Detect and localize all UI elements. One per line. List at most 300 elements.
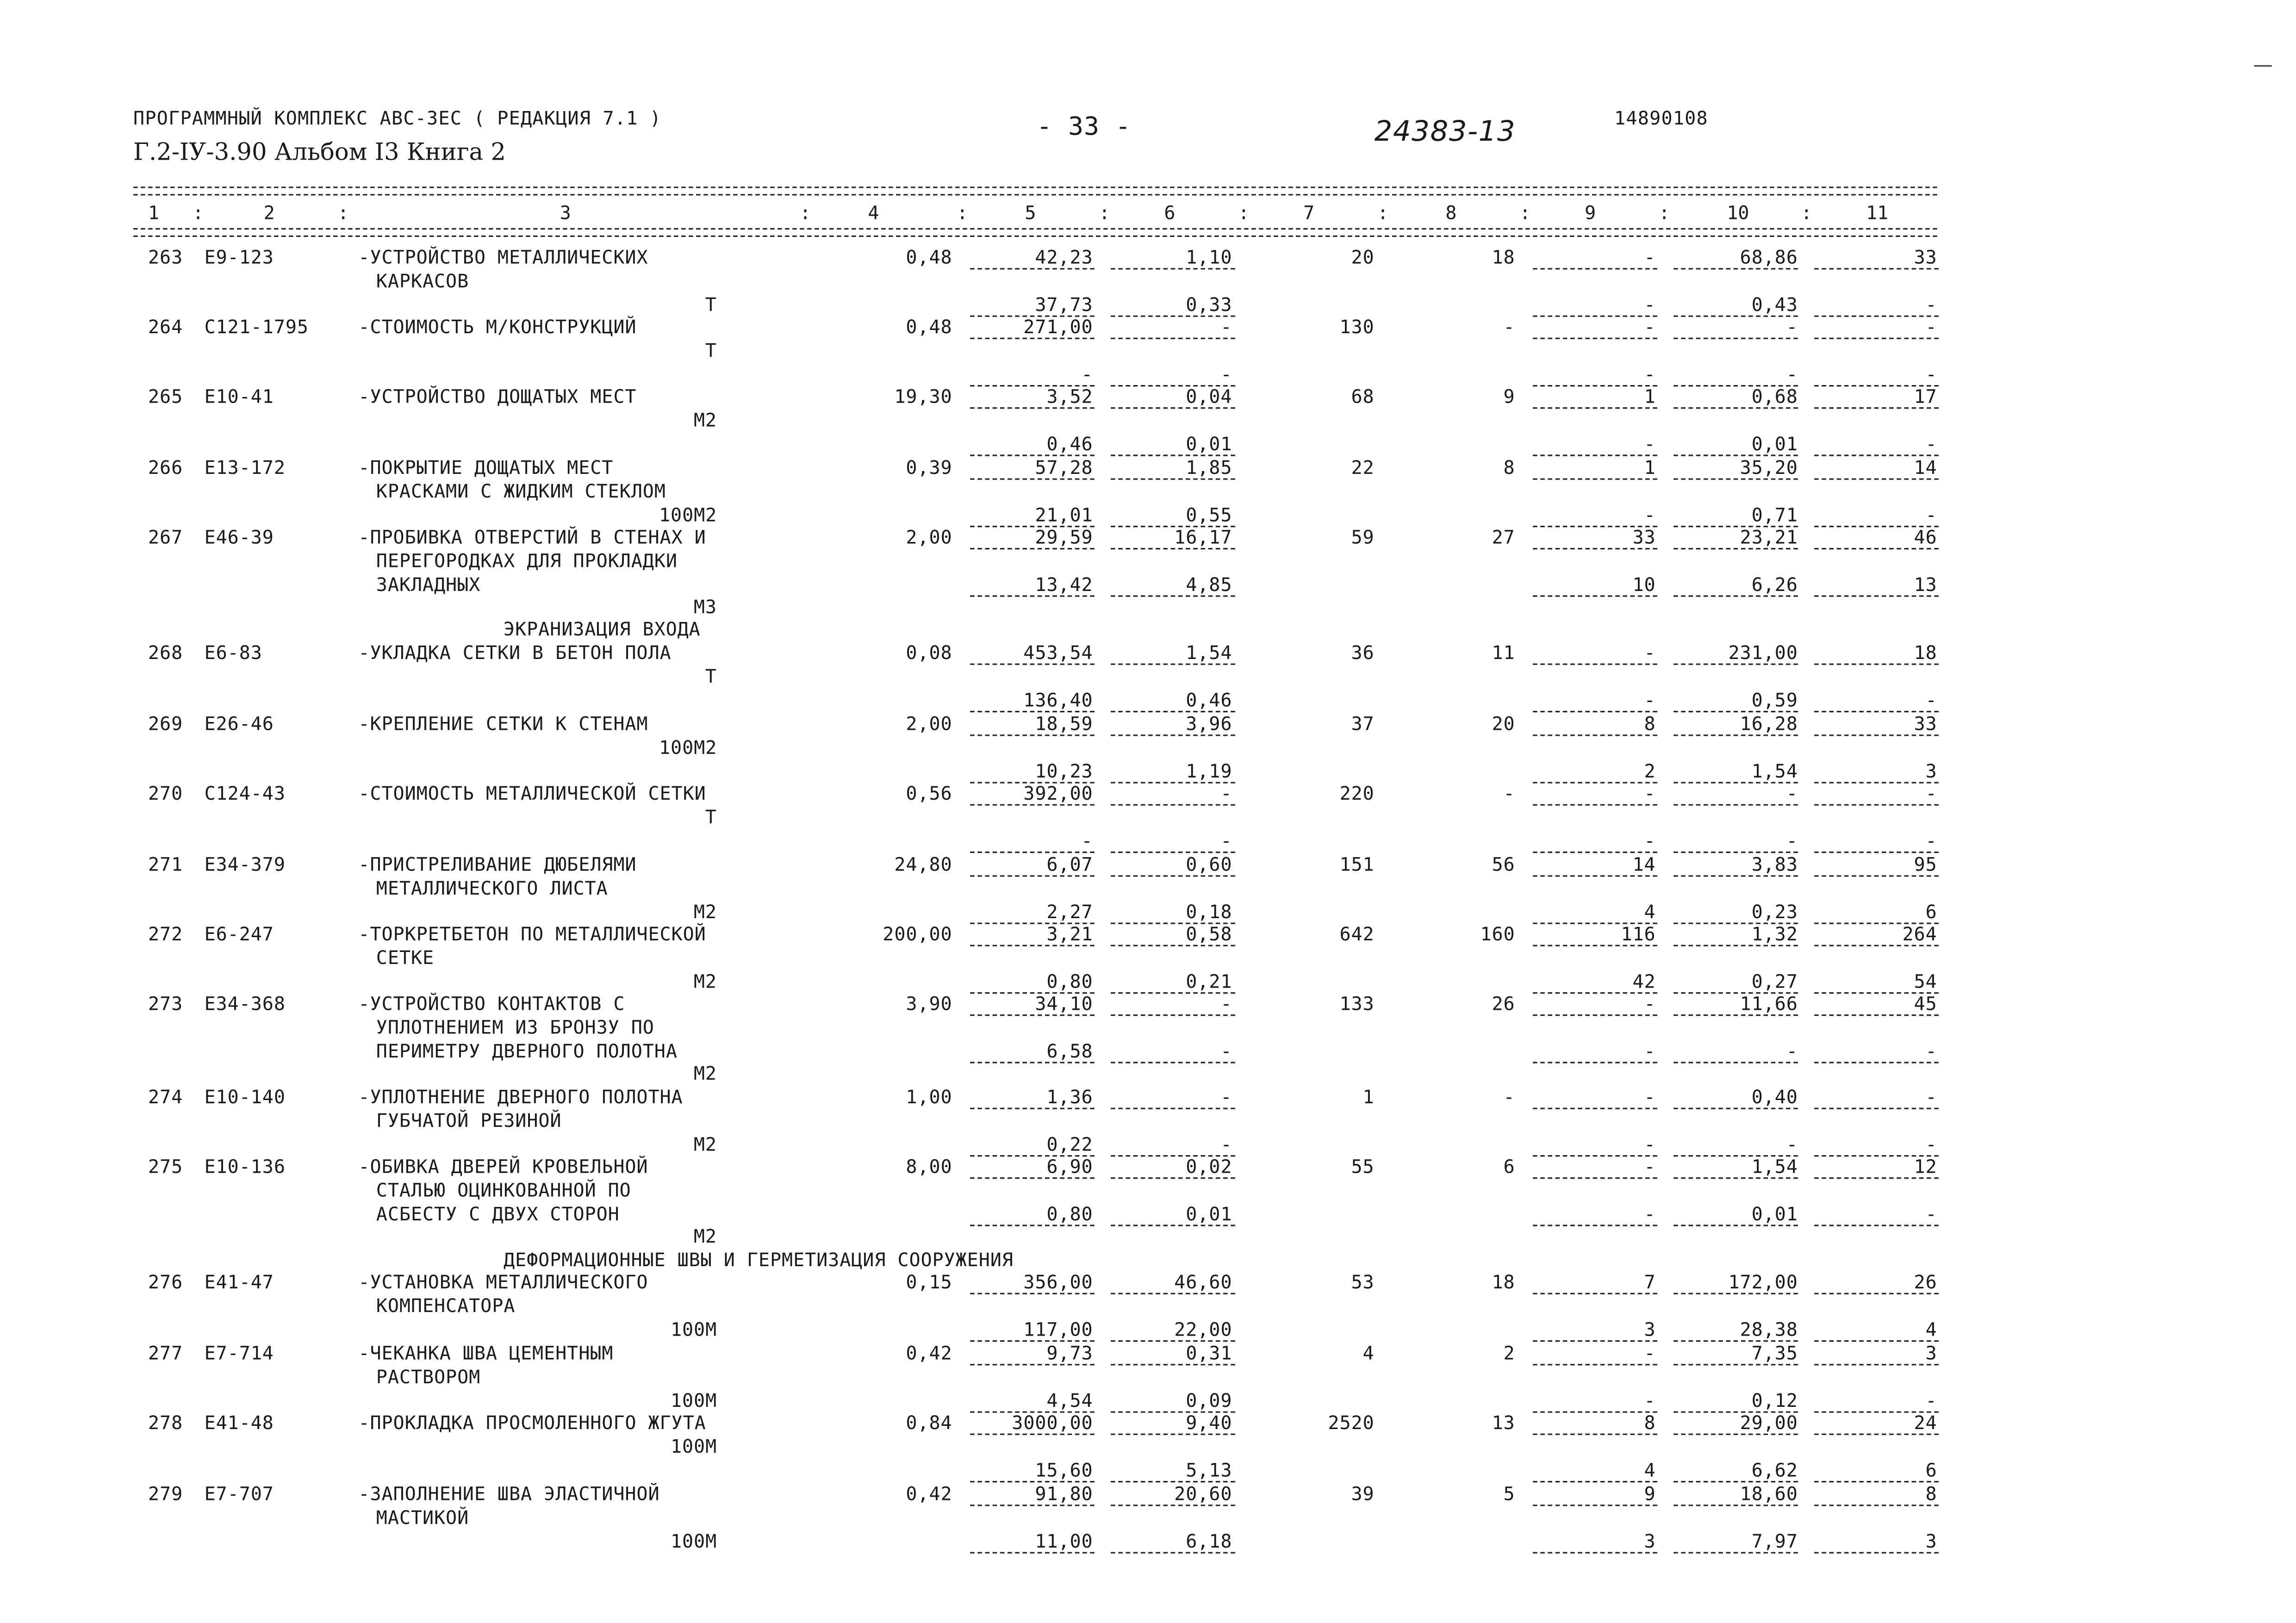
row-number: 275 — [148, 1155, 183, 1177]
cell-rule — [1111, 875, 1235, 877]
cell-c10: 11,66 — [1740, 992, 1798, 1014]
cell-c8: 2 — [1503, 1342, 1515, 1364]
work-description: ПЕРЕГОРОДКАХ ДЛЯ ПРОКЛАДКИ — [376, 549, 678, 572]
cell-c6: 0,04 — [1186, 385, 1232, 407]
section-heading-entrance: ЭКРАНИЗАЦИЯ ВХОДА — [504, 617, 701, 640]
cell-qty: 2,00 — [906, 526, 952, 548]
rate-code: Е41-47 — [204, 1270, 274, 1293]
row-number: 264 — [148, 315, 183, 338]
cell-rule — [1533, 710, 1657, 712]
rate-code: Е6-247 — [204, 922, 274, 945]
cell-c6-secondary: - — [1220, 1039, 1232, 1062]
cell-rule — [1814, 1014, 1939, 1016]
work-description: -УПЛОТНЕНИЕ ДВЕРНОГО ПОЛОТНА — [358, 1085, 683, 1108]
cell-c6: 0,31 — [1186, 1342, 1232, 1364]
cell-c6: - — [1220, 315, 1232, 338]
cell-c9-secondary: 10 — [1632, 572, 1656, 595]
cell-rule — [1674, 804, 1798, 806]
cell-c11: 3 — [1925, 1342, 1937, 1364]
cell-c10-secondary: 0,01 — [1751, 1202, 1798, 1225]
work-description: -УСТРОЙСТВО КОНТАКТОВ С — [358, 992, 625, 1014]
work-description: ПЕРИМЕТРУ ДВЕРНОГО ПОЛОТНА — [376, 1039, 678, 1062]
work-description: УПЛОТНЕНИЕМ ИЗ БРОНЗУ ПО — [376, 1015, 654, 1038]
cell-c6-secondary: 0,55 — [1186, 503, 1232, 525]
cell-rule — [1111, 479, 1235, 480]
rate-code: Е7-714 — [204, 1342, 274, 1364]
cell-c10-secondary: 6,26 — [1751, 572, 1798, 595]
cell-c9: - — [1644, 1155, 1656, 1177]
unit-label: 100М — [670, 1317, 717, 1340]
cell-c10: 231,00 — [1728, 641, 1798, 664]
cell-c7: 37 — [1351, 712, 1375, 735]
cell-rule — [1533, 1340, 1657, 1341]
cell-c11: - — [1925, 782, 1937, 804]
col-header-3: 3 — [560, 201, 571, 224]
cell-c10: 0,40 — [1751, 1085, 1798, 1108]
cell-c10: 29,00 — [1740, 1411, 1798, 1434]
cell-c5-secondary: 6,58 — [1046, 1039, 1093, 1062]
cell-rule — [1533, 1224, 1657, 1225]
cell-rule — [1111, 454, 1235, 455]
cell-rule — [1814, 1505, 1939, 1506]
cell-rule — [1814, 1224, 1939, 1225]
cell-c7: 39 — [1351, 1482, 1375, 1505]
cell-rule — [1814, 1364, 1939, 1365]
cell-qty: 0,48 — [906, 315, 952, 338]
cell-rule — [1674, 407, 1798, 409]
section-heading-joints: ДЕФОРМАЦИОННЫЕ ШВЫ И ГЕРМЕТИЗАЦИЯ СООРУЖЕНИЯ — [504, 1248, 1014, 1271]
row-number: 265 — [148, 385, 183, 407]
cell-rule — [1533, 1293, 1657, 1294]
work-description: -УСТАНОВКА МЕТАЛЛИЧЕСКОГО — [358, 1270, 648, 1293]
col-header-2: 2 — [263, 201, 275, 224]
cell-qty: 0,39 — [906, 456, 952, 479]
cell-c9-secondary: 42 — [1632, 969, 1656, 992]
cell-rule — [970, 595, 1095, 596]
cell-rule — [1674, 479, 1798, 480]
cell-rule — [1533, 804, 1657, 806]
cell-rule — [1111, 851, 1235, 852]
cell-c8: 9 — [1503, 385, 1515, 407]
cell-c5-secondary: 0,46 — [1046, 432, 1093, 454]
cell-c11: 12 — [1914, 1155, 1937, 1177]
cell-rule — [1533, 268, 1657, 269]
cell-rule — [1674, 875, 1798, 877]
cell-rule — [1111, 734, 1235, 736]
unit-label: М2 — [693, 900, 717, 922]
rate-code: Е34-368 — [204, 992, 286, 1014]
page-number: - 33 - — [1037, 112, 1132, 143]
row-number: 271 — [148, 853, 183, 876]
cell-rule — [1111, 945, 1235, 946]
cell-c11: 26 — [1914, 1270, 1937, 1293]
cell-rule — [970, 1108, 1095, 1109]
cell-c10: 7,35 — [1751, 1342, 1798, 1364]
cell-rule — [1674, 945, 1798, 946]
work-description: -ОБИВКА ДВЕРЕЙ КРОВЕЛЬНОЙ — [358, 1155, 648, 1177]
cell-rule — [970, 664, 1095, 665]
cell-rule — [1814, 1434, 1939, 1435]
cell-c10: 1,32 — [1751, 922, 1798, 945]
unit-label: Т — [705, 292, 717, 315]
cell-c5: 3000,00 — [1012, 1411, 1093, 1434]
unit-label: 100М2 — [659, 735, 717, 758]
cell-c9: 8 — [1644, 712, 1656, 735]
cell-rule — [1674, 710, 1798, 712]
row-number: 278 — [148, 1411, 183, 1434]
rate-code: Е10-136 — [204, 1155, 286, 1177]
cell-c6-secondary: 0,01 — [1186, 1202, 1232, 1225]
album-title: Г.2-IУ-3.90 Альбом I3 Книга 2 — [133, 137, 506, 166]
cell-c8: - — [1503, 315, 1515, 338]
cell-rule — [1674, 851, 1798, 852]
rate-code: С124-43 — [204, 782, 286, 804]
program-header: ПРОГРАММНЫЙ КОМПЛЕКС АВС-ЗЕС ( РЕДАКЦИЯ 7.1 ) — [133, 106, 662, 129]
cell-rule — [1814, 851, 1939, 852]
rate-code: Е6-83 — [204, 641, 262, 664]
cell-c8: 160 — [1480, 922, 1515, 945]
cell-c11-secondary: - — [1925, 1202, 1937, 1225]
cell-rule — [970, 454, 1095, 455]
header-top-rule-2 — [133, 194, 1937, 195]
cell-c6: 1,85 — [1186, 456, 1232, 479]
cell-c6-secondary: 0,46 — [1186, 688, 1232, 710]
cell-c8: 6 — [1503, 1155, 1515, 1177]
work-description: КОМПЕНСАТОРА — [376, 1294, 516, 1317]
cell-c7: 220 — [1339, 782, 1375, 804]
cell-qty: 3,90 — [906, 992, 952, 1014]
cell-rule — [970, 268, 1095, 269]
cell-c9: 1 — [1644, 456, 1656, 479]
work-description: -ЗАПОЛНЕНИЕ ШВА ЭЛАСТИЧНОЙ — [358, 1482, 660, 1505]
cell-c7: 59 — [1351, 526, 1375, 548]
cell-c6-secondary: 0,21 — [1186, 969, 1232, 992]
cell-c5: 42,23 — [1035, 246, 1093, 268]
cell-rule — [1674, 1014, 1798, 1016]
cell-rule — [1814, 664, 1939, 665]
cell-rule — [1533, 1108, 1657, 1109]
cell-c9: 1 — [1644, 385, 1656, 407]
cell-qty: 0,42 — [906, 1482, 952, 1505]
cell-c6-secondary: 0,18 — [1186, 900, 1232, 922]
unit-label: Т — [705, 665, 717, 687]
cell-c11-secondary: 3 — [1925, 759, 1937, 782]
cell-rule — [1814, 875, 1939, 877]
col-header-9: 9 — [1585, 201, 1596, 224]
cell-c6: 0,02 — [1186, 1155, 1232, 1177]
cell-c11-secondary: - — [1925, 292, 1937, 315]
cell-c9-secondary: - — [1644, 432, 1656, 454]
work-description: ГУБЧАТОЙ РЕЗИНОЙ — [376, 1109, 562, 1132]
cell-c9-secondary: - — [1644, 362, 1656, 385]
cell-c11-secondary: 6 — [1925, 1458, 1937, 1480]
cell-c5-secondary: 0,80 — [1046, 1202, 1093, 1225]
cell-rule — [1533, 548, 1657, 549]
cell-c9: 14 — [1632, 853, 1656, 876]
col-header-8: 8 — [1445, 201, 1457, 224]
cell-c5: 3,52 — [1046, 385, 1093, 407]
cell-c7: 642 — [1339, 922, 1375, 945]
cell-c10-secondary: 0,12 — [1751, 1388, 1798, 1411]
rate-code: Е34-379 — [204, 853, 286, 876]
cell-rule — [970, 548, 1095, 549]
cell-c10-secondary: - — [1786, 362, 1798, 385]
cell-rule — [1814, 338, 1939, 339]
cell-rule — [1111, 1434, 1235, 1435]
cell-rule — [1111, 1340, 1235, 1341]
cell-rule — [970, 1434, 1095, 1435]
cell-qty: 0,48 — [906, 246, 952, 268]
cell-c9-secondary: - — [1644, 1039, 1656, 1062]
cell-c5-secondary: 15,60 — [1035, 1458, 1093, 1480]
cell-c6: 1,54 — [1186, 641, 1232, 664]
cell-c10-secondary: 0,01 — [1751, 432, 1798, 454]
cell-rule — [1111, 1224, 1235, 1225]
cell-c10: 1,54 — [1751, 1155, 1798, 1177]
cell-rule — [1533, 454, 1657, 455]
cell-c7: 151 — [1339, 853, 1375, 876]
cell-rule — [1674, 338, 1798, 339]
header-bottom-rule — [133, 228, 1937, 230]
cell-c6: 0,58 — [1186, 922, 1232, 945]
col-header-4: 4 — [868, 201, 879, 224]
row-number: 272 — [148, 922, 183, 945]
rate-code: Е41-48 — [204, 1411, 274, 1434]
cell-c11: 8 — [1925, 1482, 1937, 1505]
cell-c9-secondary: - — [1644, 1132, 1656, 1155]
cell-c11-secondary: - — [1925, 503, 1937, 525]
cell-qty: 2,00 — [906, 712, 952, 735]
cell-c6-secondary: - — [1220, 1132, 1232, 1155]
row-number: 267 — [148, 526, 183, 548]
work-description: -СТОИМОСТЬ МЕТАЛЛИЧЕСКОЙ СЕТКИ — [358, 782, 706, 804]
col-header-10: 10 — [1727, 201, 1749, 224]
cell-rule — [1674, 664, 1798, 665]
cell-c8: 18 — [1492, 246, 1515, 268]
cell-c8: 8 — [1503, 456, 1515, 479]
cell-c6: 16,17 — [1174, 526, 1232, 548]
cell-c5-secondary: 117,00 — [1023, 1317, 1093, 1340]
cell-c8: 20 — [1492, 712, 1515, 735]
cell-rule — [970, 1340, 1095, 1341]
cell-rule — [970, 1551, 1095, 1553]
cell-rule — [1814, 548, 1939, 549]
cell-c9-secondary: 4 — [1644, 900, 1656, 922]
cell-rule — [1674, 1340, 1798, 1341]
work-description: КАРКАСОВ — [376, 269, 469, 292]
cell-c9: 116 — [1621, 922, 1656, 945]
cell-rule — [970, 734, 1095, 736]
cell-c11-secondary: 3 — [1925, 1529, 1937, 1552]
cell-rule — [1111, 1505, 1235, 1506]
cell-rule — [1674, 1434, 1798, 1435]
cell-rule — [970, 875, 1095, 877]
cell-c10: 172,00 — [1728, 1270, 1798, 1293]
cell-rule — [970, 1177, 1095, 1179]
cell-c6: 9,40 — [1186, 1411, 1232, 1434]
cell-c11: 33 — [1914, 712, 1937, 735]
cell-c10-secondary: - — [1786, 1132, 1798, 1155]
cell-c11: 17 — [1914, 385, 1937, 407]
cell-rule — [1111, 595, 1235, 596]
header-top-rule — [133, 187, 1937, 188]
cell-rule — [1814, 945, 1939, 946]
cell-c11: 33 — [1914, 246, 1937, 268]
cell-rule — [1111, 804, 1235, 806]
cell-c6-secondary: 6,18 — [1186, 1529, 1232, 1552]
cell-c9: 9 — [1644, 1482, 1656, 1505]
cell-c10-secondary: 28,38 — [1740, 1317, 1798, 1340]
cell-rule — [1674, 595, 1798, 596]
cell-c8: 18 — [1492, 1270, 1515, 1293]
cell-rule — [1533, 1505, 1657, 1506]
cell-c10: 3,83 — [1751, 853, 1798, 876]
cell-c9: - — [1644, 782, 1656, 804]
unit-label: Т — [705, 805, 717, 828]
cell-rule — [1533, 1014, 1657, 1016]
cell-rule — [1533, 338, 1657, 339]
cell-c9: 7 — [1644, 1270, 1656, 1293]
cell-rule — [1533, 1061, 1657, 1063]
cell-qty: 24,80 — [894, 853, 952, 876]
cell-qty: 8,00 — [906, 1155, 952, 1177]
cell-c6: 46,60 — [1174, 1270, 1232, 1293]
rate-code: Е7-707 — [204, 1482, 274, 1505]
cell-c11-secondary: - — [1925, 432, 1937, 454]
work-description: КРАСКАМИ С ЖИДКИМ СТЕКЛОМ — [376, 479, 666, 502]
cell-c10-secondary: 0,27 — [1751, 969, 1798, 992]
cell-c5-secondary: 10,23 — [1035, 759, 1093, 782]
cell-c7: 4 — [1363, 1342, 1375, 1364]
work-description: -ТОРКРЕТБЕТОН ПО МЕТАЛЛИЧЕСКОЙ — [358, 922, 706, 945]
cell-c5: 29,59 — [1035, 526, 1093, 548]
cell-c11: 14 — [1914, 456, 1937, 479]
cell-c10-secondary: 0,59 — [1751, 688, 1798, 710]
cell-c9-secondary: - — [1644, 503, 1656, 525]
cell-c9-secondary: - — [1644, 292, 1656, 315]
cell-c11-secondary: - — [1925, 688, 1937, 710]
cell-c10-secondary: - — [1786, 828, 1798, 851]
cell-rule — [1674, 1224, 1798, 1225]
cell-rule — [970, 479, 1095, 480]
work-description: АСБЕСТУ С ДВУХ СТОРОН — [376, 1202, 620, 1225]
cell-c11: 18 — [1914, 641, 1937, 664]
cell-rule — [1674, 1108, 1798, 1109]
cell-rule — [1814, 595, 1939, 596]
cell-c11: 24 — [1914, 1411, 1937, 1434]
cell-rule — [970, 710, 1095, 712]
cell-c5-secondary: 0,80 — [1046, 969, 1093, 992]
cell-rule — [970, 851, 1095, 852]
row-number: 263 — [148, 246, 183, 268]
cell-c8: 11 — [1492, 641, 1515, 664]
corner-mark — [2254, 65, 2271, 67]
cell-rule — [970, 1480, 1095, 1482]
cell-c10-secondary: 0,71 — [1751, 503, 1798, 525]
cell-rule — [1111, 710, 1235, 712]
col-header-5: 5 — [1025, 201, 1036, 224]
cell-rule — [1814, 1177, 1939, 1179]
col-header-6: 6 — [1164, 201, 1176, 224]
unit-label: 100М — [670, 1529, 717, 1552]
cell-rule — [1814, 734, 1939, 736]
cell-qty: 0,15 — [906, 1270, 952, 1293]
row-number: 279 — [148, 1482, 183, 1505]
cell-c5-secondary: - — [1081, 362, 1093, 385]
cell-c10: 23,21 — [1740, 526, 1798, 548]
cell-c7: 20 — [1351, 246, 1375, 268]
row-number: 274 — [148, 1085, 183, 1108]
cell-rule — [1674, 548, 1798, 549]
cell-c6: 20,60 — [1174, 1482, 1232, 1505]
work-description: -УКЛАДКА СЕТКИ В БЕТОН ПОЛА — [358, 641, 672, 664]
cell-c7: 1 — [1363, 1085, 1375, 1108]
cell-rule — [1814, 1480, 1939, 1482]
cell-c7: 36 — [1351, 641, 1375, 664]
cell-c5-secondary: 136,40 — [1023, 688, 1093, 710]
cell-c8: 5 — [1503, 1482, 1515, 1505]
cell-c9-secondary: - — [1644, 1388, 1656, 1411]
cell-c8: 56 — [1492, 853, 1515, 876]
unit-label: 100М — [670, 1435, 717, 1457]
cell-c11: - — [1925, 1085, 1937, 1108]
cell-c10: 35,20 — [1740, 456, 1798, 479]
cell-rule — [1814, 1108, 1939, 1109]
cell-rule — [970, 338, 1095, 339]
cell-c10-secondary: 0,43 — [1751, 292, 1798, 315]
row-number: 268 — [148, 641, 183, 664]
cell-rule — [1814, 1551, 1939, 1553]
cell-rule — [1533, 1434, 1657, 1435]
work-description: -УСТРОЙСТВО ДОЩАТЫХ МЕСТ — [358, 385, 637, 407]
cell-rule — [970, 1293, 1095, 1294]
col-header-11: 11 — [1866, 201, 1889, 224]
rate-code: Е10-140 — [204, 1085, 286, 1108]
cell-c6: 3,96 — [1186, 712, 1232, 735]
cell-rule — [1533, 851, 1657, 852]
cell-c10-secondary: - — [1786, 1039, 1798, 1062]
work-description: СЕТКЕ — [376, 946, 435, 969]
cell-rule — [1533, 1480, 1657, 1482]
cell-qty: 0,42 — [906, 1342, 952, 1364]
cell-c9: - — [1644, 246, 1656, 268]
cell-c5: 18,59 — [1035, 712, 1093, 735]
work-description: -УСТРОЙСТВО МЕТАЛЛИЧЕСКИХ — [358, 246, 648, 268]
unit-label: М2 — [693, 1132, 717, 1155]
row-number: 270 — [148, 782, 183, 804]
cell-c8: - — [1503, 782, 1515, 804]
cell-c6: 1,10 — [1186, 246, 1232, 268]
cell-c6-secondary: 4,85 — [1186, 572, 1232, 595]
rate-code: Е13-172 — [204, 456, 286, 479]
unit-label: М2 — [693, 408, 717, 431]
cell-c6-secondary: 22,00 — [1174, 1317, 1232, 1340]
cell-c5-secondary: 4,54 — [1046, 1388, 1093, 1411]
rate-code: Е26-46 — [204, 712, 274, 735]
cell-rule — [1814, 268, 1939, 269]
cell-rule — [1111, 1061, 1235, 1063]
cell-qty: 0,08 — [906, 641, 952, 664]
cell-rule — [1111, 338, 1235, 339]
row-number: 266 — [148, 456, 183, 479]
cell-rule — [1111, 407, 1235, 409]
unit-label: М2 — [693, 969, 717, 992]
cell-c9-secondary: 2 — [1644, 759, 1656, 782]
cell-qty: 19,30 — [894, 385, 952, 407]
work-description: МАСТИКОЙ — [376, 1505, 469, 1528]
cell-c6-secondary: 1,19 — [1186, 759, 1232, 782]
cell-rule — [1814, 1061, 1939, 1063]
